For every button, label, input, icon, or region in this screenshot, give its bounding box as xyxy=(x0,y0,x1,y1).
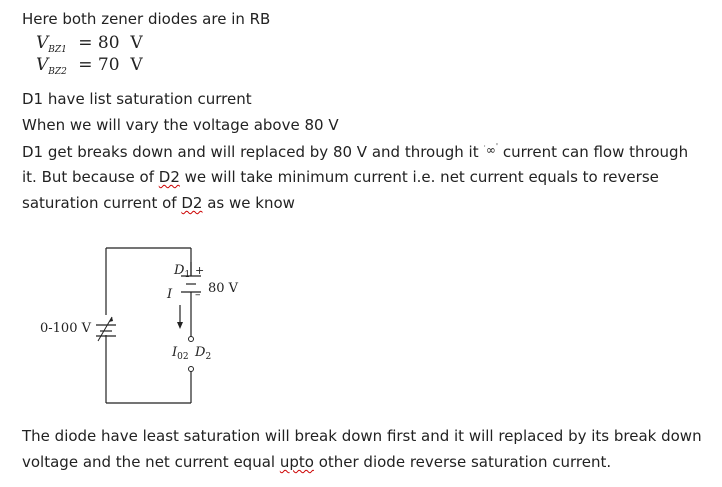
source-label: 0-100 V xyxy=(40,321,91,336)
paragraph-because xyxy=(22,168,659,186)
eq1-sub: BZ1 xyxy=(48,45,67,55)
because-text-b: we will take minimum current i.e. net current equals to reverse xyxy=(179,168,659,186)
intro-text: Here both zener diodes are in RB xyxy=(22,10,271,28)
minus-sign: – xyxy=(195,288,201,301)
net-text-b: other diode reverse saturation current. xyxy=(313,453,612,471)
eq2-var: V xyxy=(36,55,49,75)
i02-subscript: 02 xyxy=(177,352,189,362)
paragraph-breakdown xyxy=(22,142,688,161)
eq2-sub: BZ2 xyxy=(48,67,67,77)
d2-spell-mark-2: D2 xyxy=(181,194,203,212)
current-i-label: I xyxy=(167,287,173,302)
infinity-glyph: ∞ xyxy=(485,143,496,157)
d1-subscript: 1 xyxy=(184,270,191,280)
d2-subscript: 2 xyxy=(205,352,212,362)
paragraph-saturation: D1 have list saturation current xyxy=(22,90,252,108)
upto-spell-mark: upto xyxy=(279,453,314,471)
paragraph-least-saturation: The diode have least saturation will break down first and it will replaced by its break down xyxy=(22,427,702,445)
d2-spell-mark: D2 xyxy=(158,168,180,186)
reverse-text-b: as we know xyxy=(202,194,295,212)
breakdown-text-a: D1 get breaks down and will replaced by 80 V and through it xyxy=(22,143,484,161)
eq1-var: V xyxy=(36,33,49,53)
current-arrow-icon xyxy=(177,305,183,329)
d2-letter: D xyxy=(195,345,206,360)
infinity-symbol: ·∞' xyxy=(483,142,499,157)
paragraph-vary-voltage: When we will vary the voltage above 80 V xyxy=(22,116,339,134)
circuit-diagram xyxy=(0,230,260,410)
net-text-a: voltage and the net current equal xyxy=(22,453,280,471)
paragraph-reverse-saturation xyxy=(22,194,295,212)
paragraph-net-current xyxy=(22,453,611,471)
voltage-80-label: 80 V xyxy=(208,281,239,296)
d1-letter: D xyxy=(174,263,185,278)
eq2-rhs: = 70 V xyxy=(78,55,143,75)
i02-label xyxy=(171,345,189,362)
d2-terminal-bottom xyxy=(189,367,194,372)
d1-label xyxy=(173,263,190,280)
because-text-a: it. But because of xyxy=(22,168,159,186)
plus-sign: + xyxy=(195,264,205,277)
i02-letter: I xyxy=(172,345,178,360)
equation-vbz2 xyxy=(36,55,143,77)
d2-label xyxy=(194,345,211,362)
eq1-rhs: = 80 V xyxy=(78,33,143,53)
breakdown-text-b: current can flow through xyxy=(498,143,689,161)
equation-vbz1 xyxy=(36,33,143,55)
reverse-text-a: saturation current of xyxy=(22,194,182,212)
d2-terminal-top xyxy=(189,337,194,342)
